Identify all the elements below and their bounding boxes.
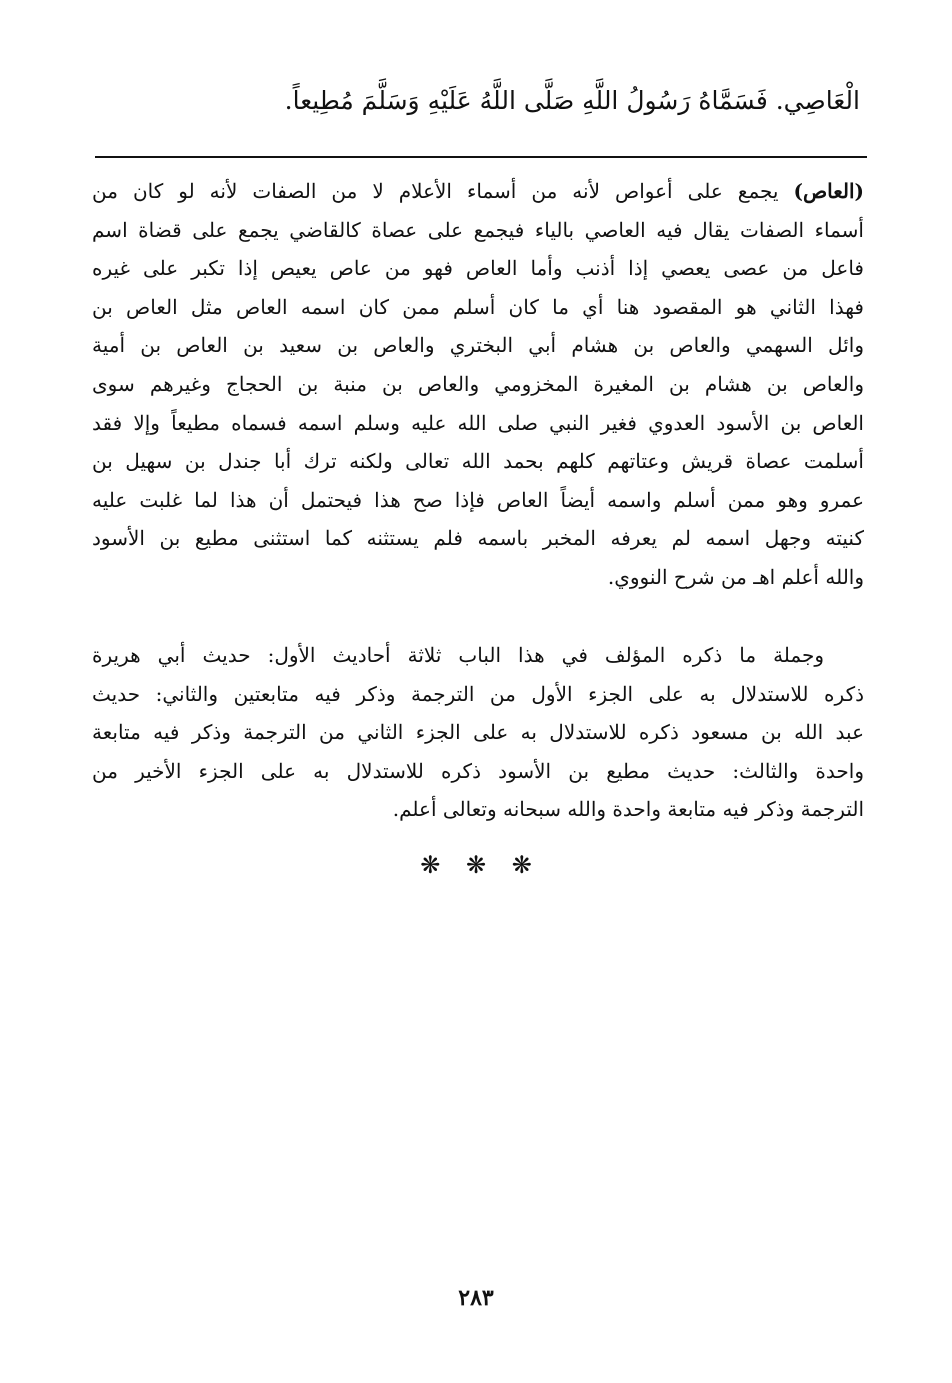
commentary-line: أسلمت عصاة قريش وعتاتهم كلهم بحمد الله تعالى ولكنه ترك أبا جندل بن سهيل بن (92, 449, 864, 474)
commentary-paragraph-2 (92, 636, 864, 829)
commentary-line: وجملة ما ذكره المؤلف في هذا الباب ثلاثة أحاديث الأول: حديث أبي هريرة (92, 643, 824, 667)
commentary-line: عمرو وهو ممن أسلم واسمه أيضاً العاص فإذا صح هذا فيحتمل أن هذا لما غلبت عليه (92, 487, 864, 512)
commentary-line: والله أعلم اهـ من شرح النووي. (607, 564, 864, 589)
hadith-text-line: الْعَاصِي. فَسَمَّاهُ رَسُولُ اللَّهِ صَلَّى اللَّهُ عَلَيْهِ وَسَلَّمَ مُطِيعاً. (284, 86, 860, 115)
commentary-line: فاعل من عصى يعصي إذا أذنب وأما العاص فهو من عاص يعيص إذا تكبر على غيره (92, 256, 864, 281)
section-separator (0, 848, 952, 882)
commentary-line: عبد الله بن مسعود ذكره للاستدلال به على الجزء الثاني من الترجمة وذكر فيه متابعة (92, 720, 864, 745)
commentary-line: والعاص بن هشام بن المغيرة المخزومي والعاص بن منبة بن الحجاج وغيرهم سوى (92, 371, 864, 396)
commentary-line: فهذا الثاني هو المقصود هنا أي ما كان أسلم ممن كان اسمه العاص مثل العاص بن (92, 294, 864, 319)
asterism-icon: ❋ (420, 851, 441, 879)
commentary-line: (العاص) يجمع على أعواص لأنه من أسماء الأعلام لا من الصفات لأنه لو كان من (92, 179, 864, 203)
commentary-line: ذكره للاستدلال به على الجزء الأول من الترجمة وذكر فيه متابعتين والثاني: حديث (92, 681, 864, 706)
commentary-line: وائل السهمي والعاص بن هشام أبي البختري والعاص بن سعيد بن العاص بن أمية (92, 333, 864, 358)
page-number: ٢٨٣ (458, 1285, 494, 1311)
commentary-line: الترجمة وذكر فيه متابعة واحدة والله سبحانه وتعالى أعلم. (392, 797, 864, 822)
commentary-paragraph-1 (92, 172, 864, 597)
asterism-icon: ❋ (511, 851, 532, 879)
bold-term: (العاص) (793, 179, 864, 203)
commentary-line: العاص بن الأسود العدوي فغير النبي صلى الله عليه وسلم اسمه فسماه مطيعاً وإلا فقد (92, 410, 864, 435)
footnote-divider (95, 156, 867, 158)
asterism-icon: ❋ (465, 851, 487, 879)
commentary-line: أسماء الصفات يقال فيه العاصي بالياء فيجمع على عصاة كالقاضي يجمع على قضاة اسم (92, 217, 864, 242)
commentary-line: واحدة والثالث: حديث مطيع بن الأسود ذكره للاستدلال به على الجزء الأخير من (92, 758, 864, 783)
commentary-line: كنيته وجهل اسمه لم يعرفه المخبر باسمه فلم يستثنه كما استثنى مطيع بن الأسود (92, 526, 864, 551)
